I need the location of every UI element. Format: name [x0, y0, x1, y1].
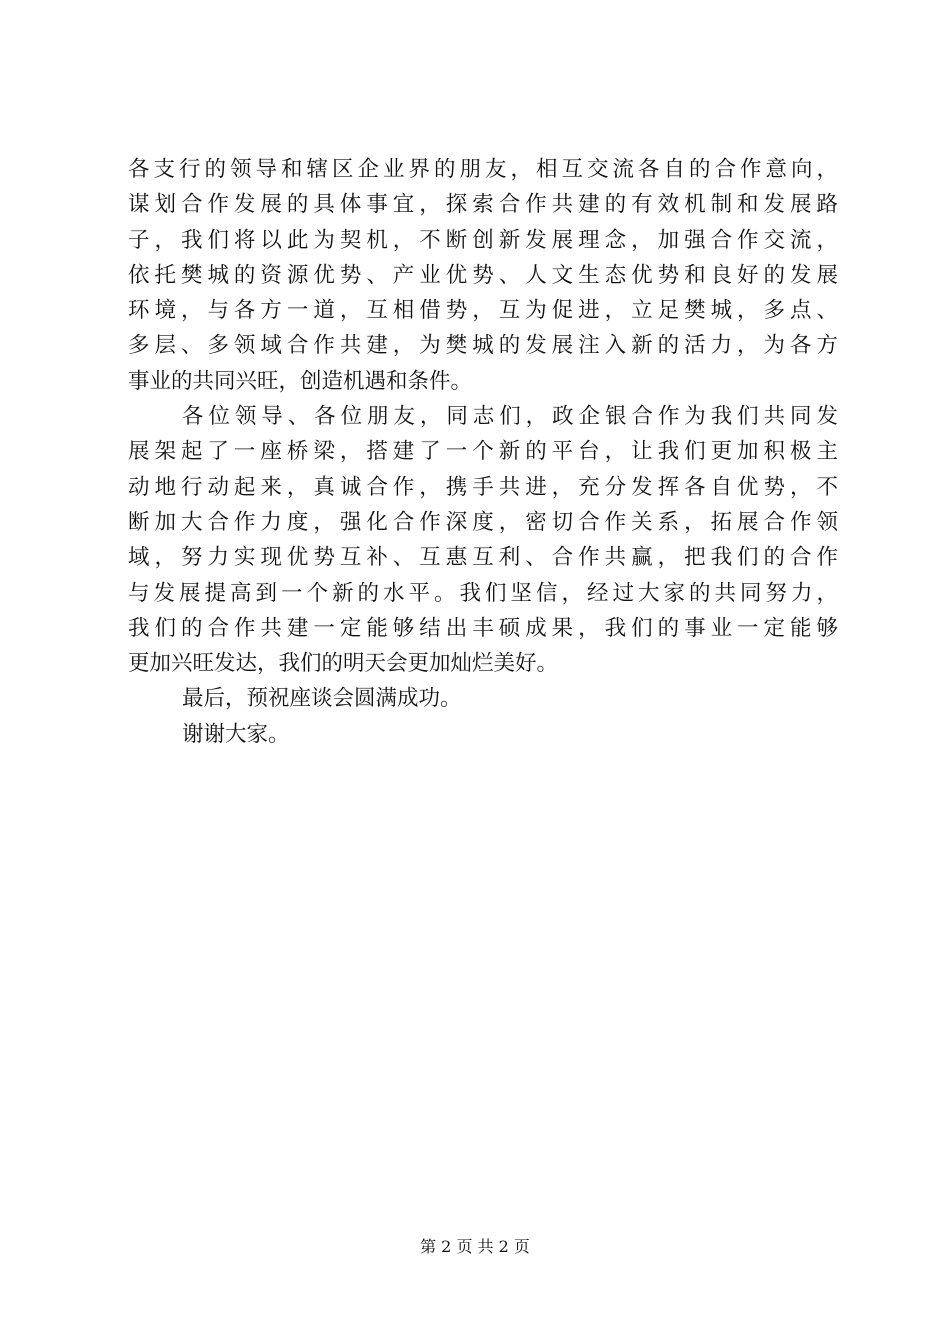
text-line: 展架起了一座桥梁，搭建了一个新的平台，让我们更加积极主 [128, 439, 838, 465]
page-footer: 第 2 页 共 2 页 [420, 1237, 530, 1256]
text-line: 子，我们将以此为契机，不断创新发展理念，加强合作交流， [128, 227, 838, 253]
text-line: 更加兴旺发达，我们的明天会更加灿烂美好。 [128, 651, 559, 677]
text-line: 依托樊城的资源优势、产业优势、人文生态优势和良好的发展 [128, 262, 838, 288]
text-line: 事业的共同兴旺，创造机遇和条件。 [128, 368, 473, 394]
text-line: 与发展提高到一个新的水平。我们坚信，经过大家的共同努力， [128, 580, 838, 606]
text-line: 多层、多领域合作共建，为樊城的发展注入新的活力，为各方 [128, 333, 838, 359]
text-line: 断加大合作力度，强化合作深度，密切合作关系，拓展合作领 [128, 509, 838, 535]
document-body [128, 152, 838, 752]
text-line: 环境，与各方一道，互相借势，互为促进，立足樊城，多点、 [128, 298, 838, 324]
text-line: 各支行的领导和辖区企业界的朋友，相互交流各自的合作意向， [128, 157, 838, 182]
closing-wish: 最后，预祝座谈会圆满成功。 [182, 686, 462, 712]
text-line: 域，努力实现优势互补、互惠互利、合作共赢，把我们的合作 [128, 545, 838, 571]
text-line: 动地行动起来，真诚合作，携手共进，充分发挥各自优势，不 [128, 474, 838, 500]
paragraph-first-line: 各位领导、各位朋友，同志们，政企银合作为我们共同发 [182, 404, 838, 430]
text-line: 谋划合作发展的具体事宜，探索合作共建的有效机制和发展路 [128, 192, 838, 218]
text-line: 我们的合作共建一定能够结出丰硕成果，我们的事业一定能够 [128, 615, 838, 641]
closing-thanks: 谢谢大家。 [182, 721, 290, 747]
